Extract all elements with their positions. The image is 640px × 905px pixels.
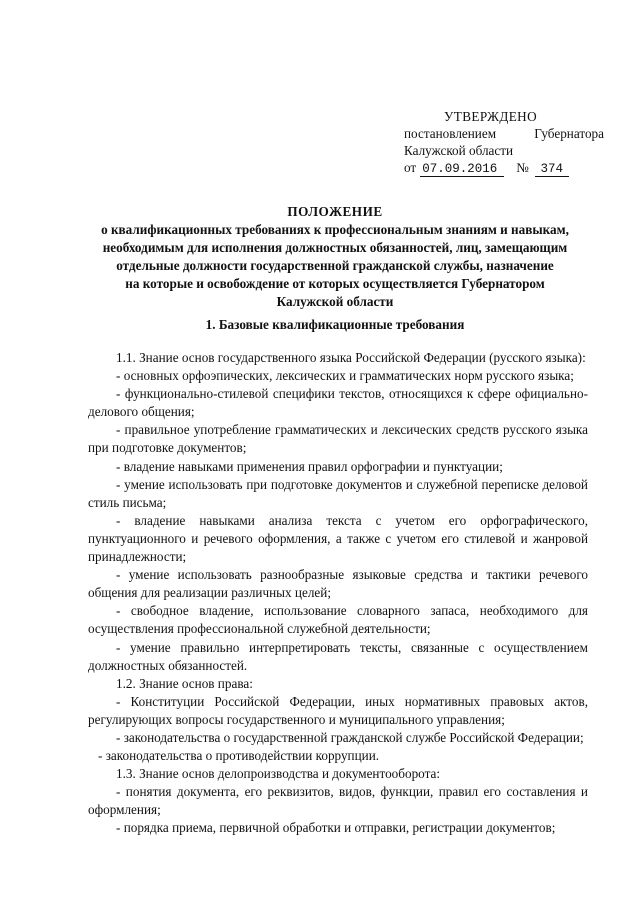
paragraph: - функционально-стилевой специфики текстов, относящихся к сфере официально-делового общения; bbox=[88, 386, 588, 420]
heading-line: на которые и освобождение от которых осуществляется Губернатором bbox=[125, 276, 545, 291]
paragraph: - Конституции Российской Федерации, иных нормативных правовых актов, регулирующих вопросы государственного и муниципального управления; bbox=[88, 693, 588, 727]
approval-block bbox=[404, 108, 604, 177]
approval-number-sign: № bbox=[516, 160, 529, 175]
approval-decree-word: постановлением bbox=[404, 126, 497, 141]
document-body bbox=[88, 349, 588, 838]
paragraph: - умение правильно интерпретировать тексты, связанные с осуществлением должностных обязанностей. bbox=[88, 639, 588, 673]
document-title: ПОЛОЖЕНИЕ bbox=[287, 204, 383, 219]
approval-date-number-row bbox=[404, 159, 604, 177]
heading-line: необходимым для исполнения должностных обязанностей, лиц, замещающим bbox=[102, 240, 568, 255]
approval-governor-word: Губернатора bbox=[534, 126, 604, 141]
paragraph: - умение использовать при подготовке документов и служебной переписке деловой стиль письма; bbox=[88, 476, 588, 510]
paragraph: 1.3. Знание основ делопроизводства и документооборота: bbox=[116, 766, 441, 782]
paragraph: 1.2. Знание основ права: bbox=[116, 675, 253, 691]
heading-line: о квалификационных требованиях к профессиональным знаниям и навыкам, bbox=[101, 222, 569, 237]
section-title: 1. Базовые квалификационные требования bbox=[205, 317, 465, 332]
heading-line: отдельные должности государственной гражданской службы, назначение bbox=[116, 258, 554, 273]
paragraph: - законодательства о противодействии коррупции. bbox=[98, 748, 380, 764]
paragraph: - правильное употребление грамматических и лексических средств русского языка при подготовке документов; bbox=[88, 422, 588, 456]
paragraph: 1.1. Знание основ государственного языка Российской Федерации (русского языка): bbox=[116, 350, 586, 365]
document-heading bbox=[70, 203, 600, 311]
approval-title: УТВЕРЖДЕНО bbox=[444, 109, 538, 124]
heading-line: Калужской области bbox=[276, 294, 394, 309]
paragraph: - основных орфоэпических, лексических и грамматических норм русского языка; bbox=[116, 368, 574, 384]
approval-from-label: от bbox=[404, 160, 417, 175]
approval-date: 07.09.2016 bbox=[420, 162, 504, 177]
approval-region: Калужской области bbox=[404, 143, 514, 158]
approval-number: 374 bbox=[535, 162, 569, 177]
paragraph: - понятия документа, его реквизитов, видов, функции, правил его составления и оформления; bbox=[88, 784, 588, 818]
paragraph: - порядка приема, первичной обработки и отправки, регистрации документов; bbox=[116, 820, 556, 836]
approval-line-1 bbox=[404, 125, 604, 142]
paragraph: - умение использовать разнообразные языковые средства и тактики речевого общения для реализации различных целей; bbox=[88, 567, 588, 601]
paragraph: - свободное владение, использование словарного запаса, необходимого для осуществления профессиональной служебной деятельности; bbox=[88, 603, 588, 637]
paragraph: - владение навыками применения правил орфографии и пунктуации; bbox=[116, 458, 503, 474]
paragraph: - владение навыками анализа текста с учетом его орфографического, пунктуационного и речевого оформления, а также с учетом его стилевой и жанровой принадлежности; bbox=[88, 512, 588, 565]
paragraph: - законодательства о государственной гражданской службе Российской Федерации; bbox=[116, 729, 584, 745]
